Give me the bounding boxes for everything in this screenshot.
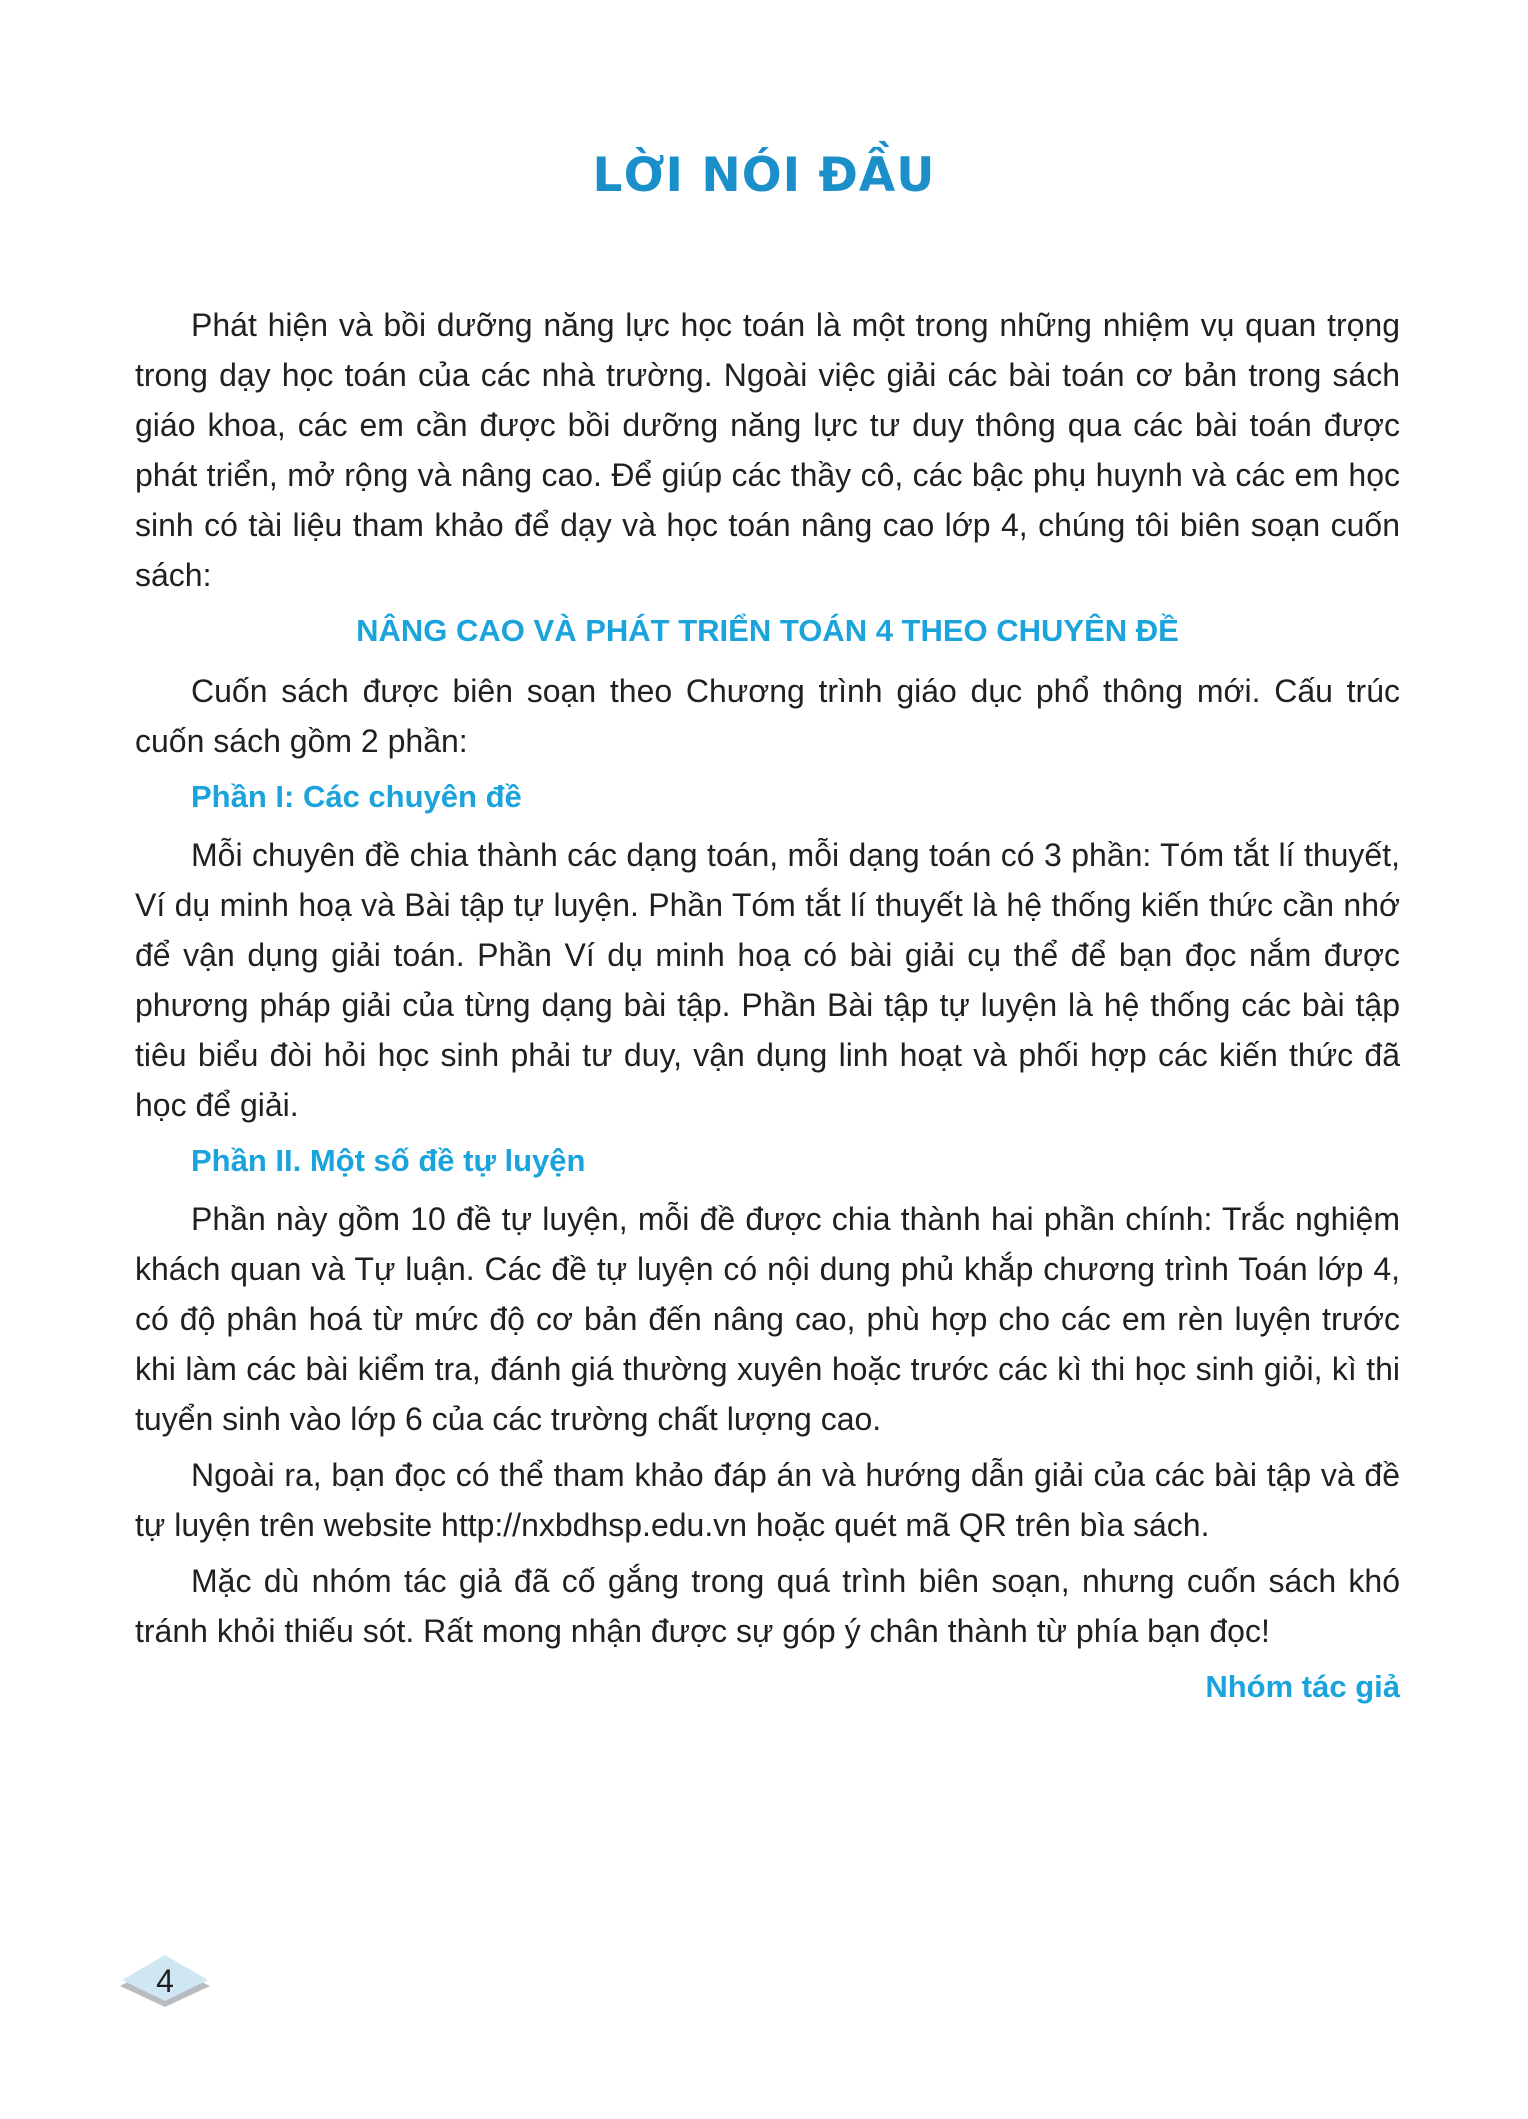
paragraph-part-one: Mỗi chuyên đề chia thành các dạng toán, mỗi dạng toán có 3 phần: Tóm tắt lí thuyết, Ví dụ minh hoạ và Bài tập tự luyện. Phần Tóm tắt lí thuyết là hệ thống kiến thức cần nhớ để vận dụng giải toán. Phần Ví dụ minh hoạ có bài giải cụ thể để bạn đọc nắm được phương pháp giải của từng dạng bài tập. Phần Bài tập tự luyện là hệ thống các bài tập tiêu biểu đòi hỏi học sinh phải tư duy, vận dụng linh hoạt và phối hợp các kiến thức đã học để giải. (135, 837, 1400, 1123)
page-title: LỜI NÓI ĐẦU (592, 148, 936, 203)
paragraph-closing: Mặc dù nhóm tác giả đã cố gắng trong quá trình biên soạn, nhưng cuốn sách khó tránh khỏi thiếu sót. Rất mong nhận được sự góp ý chân thành từ phía bạn đọc! (135, 1563, 1400, 1649)
preface-body (135, 300, 1400, 1712)
author-signature: Nhóm tác giả (1205, 1669, 1400, 1704)
paragraph-website: Ngoài ra, bạn đọc có thể tham khảo đáp án và hướng dẫn giải của các bài tập và đề tự luyện trên website http://nxbdhsp.edu.vn hoặc quét mã QR trên bìa sách. (135, 1457, 1400, 1543)
page-number: 4 (156, 1963, 174, 1999)
paragraph-structure: Cuốn sách được biên soạn theo Chương trình giáo dục phổ thông mới. Cấu trúc cuốn sách gồm 2 phần: (135, 673, 1400, 759)
page-number-badge (118, 1955, 212, 2007)
paragraph-intro: Phát hiện và bồi dưỡng năng lực học toán là một trong những nhiệm vụ quan trọng trong dạy học toán của các nhà trường. Ngoài việc giải các bài toán cơ bản trong sách giáo khoa, các em cần được bồi dưỡng năng lực tư duy thông qua các bài toán được phát triển, mở rộng và nâng cao. Để giúp các thầy cô, các bậc phụ huynh và các em học sinh có tài liệu tham khảo để dạy và học toán nâng cao lớp 4, chúng tôi biên soạn cuốn sách: (135, 307, 1400, 593)
part-one-heading: Phần I: Các chuyên đề (191, 779, 522, 814)
part-two-heading: Phần II. Một số đề tự luyện (191, 1143, 586, 1178)
paragraph-part-two: Phần này gồm 10 đề tự luyện, mỗi đề được chia thành hai phần chính: Trắc nghiệm khách quan và Tự luận. Các đề tự luyện có nội dung phủ khắp chương trình Toán lớp 4, có độ phân hoá từ mức độ cơ bản đến nâng cao, phù hợp cho các em rèn luyện trước khi làm các bài kiểm tra, đánh giá thường xuyên hoặc trước các kì thi học sinh giỏi, kì thi tuyển sinh vào lớp 6 của các trường chất lượng cao. (135, 1201, 1400, 1437)
book-title: NÂNG CAO VÀ PHÁT TRIỂN TOÁN 4 THEO CHUYÊN ĐỀ (356, 613, 1179, 648)
